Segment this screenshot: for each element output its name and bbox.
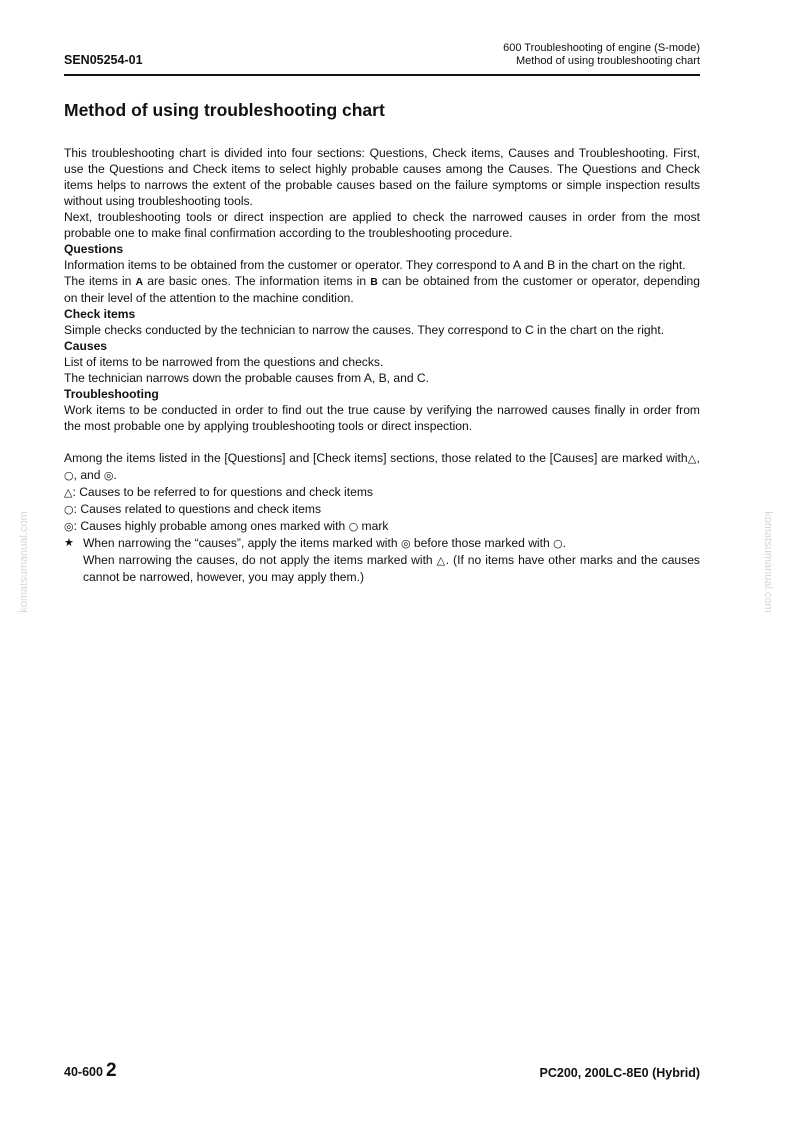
triangle-mark-icon: △	[436, 554, 446, 567]
page-title: Method of using troubleshooting chart	[64, 100, 385, 120]
header-section: 600 Troubleshooting of engine (S-mode)	[503, 42, 700, 54]
header-section-info	[503, 42, 700, 68]
body-text	[64, 145, 700, 585]
causes-text-2: The technician narrows down the probable causes from A, B, and C.	[64, 371, 430, 385]
mark-word: mark	[358, 519, 389, 533]
page-header	[64, 40, 700, 76]
marks-separator: ,	[696, 451, 700, 465]
causes-text-1: List of items to be narrowed from the questions and checks.	[64, 355, 384, 369]
narrowing-note	[64, 535, 700, 585]
marks-intro	[64, 450, 700, 484]
page-footer	[64, 1060, 700, 1084]
page-number-prefix: 40-600	[64, 1065, 103, 1079]
double-circle-mark-icon: ◎	[400, 537, 411, 550]
marks-end: .	[113, 468, 117, 482]
double-circle-description: : Causes highly probable among ones marked with	[73, 519, 349, 533]
questions-text-1: Information items to be obtained from the customer or operator. They correspond to A and B in the chart on the right.	[64, 258, 686, 272]
triangle-mark-icon: △	[687, 452, 697, 465]
double-circle-definition	[64, 518, 700, 535]
questions-text-a: The items in	[64, 274, 136, 288]
document-code: SEN05254-01	[64, 53, 143, 67]
watermark-left: komatsumanual.com	[18, 511, 30, 613]
mark-b-label: B	[370, 276, 378, 288]
note-text: . (If no items have other marks and the causes cannot be narrowed, however, you may apply them.)	[83, 553, 700, 584]
questions-text-2	[64, 273, 700, 306]
check-items-heading: Check items	[64, 307, 136, 321]
double-circle-mark-icon: ◎	[103, 469, 114, 482]
note-text: When narrowing the “causes”, apply the items marked with	[83, 536, 401, 550]
machine-model: PC200, 200LC-8E0 (Hybrid)	[539, 1066, 700, 1080]
header-topic: Method of using troubleshooting chart	[515, 55, 700, 67]
marks-separator: , and	[73, 468, 104, 482]
watermark-right: komatsumanual.com	[762, 511, 774, 613]
questions-text-c: can be obtained from the customer or operator, depending on their level of the attention to the machine condition.	[64, 274, 700, 305]
triangle-definition	[64, 484, 700, 501]
circle-mark-icon: ○	[553, 537, 563, 550]
circle-mark-icon: ○	[348, 520, 359, 533]
intro-paragraph-1: This troubleshooting chart is divided into four sections: Questions, Check items, Causes and Troubleshooting. First, use the Questions and Check items to select highly probable causes among the Causes. The Questions and Check items helps to narrows the extent of the probable causes based on the failure symptoms or simple inspection results without using troubleshooting tools.	[64, 146, 700, 208]
circle-mark-icon: ○	[64, 469, 74, 482]
double-circle-mark-icon: ◎	[64, 520, 74, 533]
questions-heading: Questions	[64, 242, 124, 256]
triangle-description: : Causes to be referred to for questions and check items	[72, 485, 373, 499]
note-text: .	[562, 536, 567, 550]
causes-heading: Causes	[64, 339, 108, 353]
questions-text-b: are basic ones. The information items in	[143, 274, 371, 288]
circle-mark-icon: ○	[64, 503, 74, 516]
star-icon: ★	[64, 536, 74, 549]
page-revision: 2	[105, 1060, 117, 1081]
mark-a-label: A	[135, 276, 144, 288]
note-line-2	[83, 552, 700, 585]
note-line-1	[83, 535, 700, 552]
circle-description: : Causes related to questions and check items	[73, 502, 321, 516]
troubleshooting-heading: Troubleshooting	[64, 387, 159, 401]
intro-paragraph-2: Next, troubleshooting tools or direct inspection are applied to check the narrowed causes in order from the most probable one to make final confirmation according to the troubleshooting procedure.	[64, 210, 700, 240]
page-number	[64, 1060, 117, 1082]
spacer	[64, 434, 700, 450]
troubleshooting-text: Work items to be conducted in order to find out the true cause by verifying the narrowed causes finally in order from the most probable one by applying troubleshooting tools or direct inspection.	[64, 403, 700, 433]
check-items-text: Simple checks conducted by the technician to narrow the causes. They correspond to C in the chart on the right.	[64, 323, 665, 337]
note-text: When narrowing the causes, do not apply the items marked with	[83, 553, 437, 567]
note-text: before those marked with	[410, 536, 554, 550]
circle-definition	[64, 501, 700, 518]
marks-intro-text: Among the items listed in the [Questions] and [Check items] sections, those related to the [Causes] are marked with	[64, 451, 688, 465]
note-lines	[83, 535, 700, 585]
triangle-mark-icon: △	[64, 486, 73, 499]
